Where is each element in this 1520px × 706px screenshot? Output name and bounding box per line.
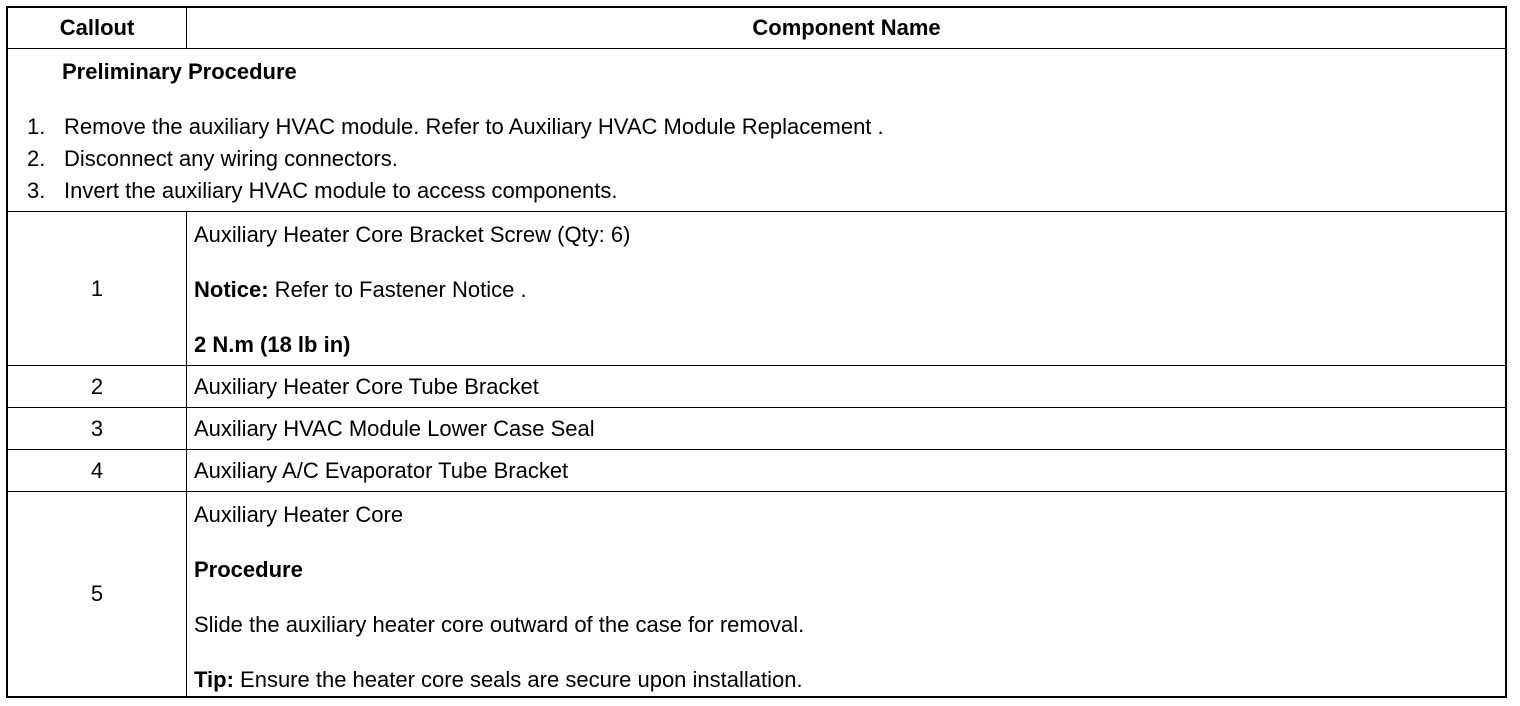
table-row: [8, 450, 1505, 492]
preliminary-step: [27, 114, 884, 140]
component-cell: [188, 212, 1505, 365]
step-number: 1.: [27, 114, 46, 139]
callout-number: 3: [8, 408, 187, 449]
preliminary-step: [27, 146, 398, 172]
tip-text: Ensure the heater core seals are secure upon installation.: [233, 667, 803, 692]
callout-number: 1: [8, 212, 187, 365]
components-table: [6, 6, 1507, 698]
procedure-title: Procedure: [194, 557, 303, 582]
tip-label: Tip:: [194, 667, 234, 692]
step-text: Remove the auxiliary HVAC module. Refer to Auxiliary HVAC Module Replacement .: [64, 114, 884, 139]
step-number: 3.: [27, 178, 46, 203]
preliminary-step: [27, 178, 618, 204]
step-text: Disconnect any wiring connectors.: [64, 146, 398, 171]
preliminary-procedure-row: [8, 49, 1505, 212]
component-name: Auxiliary Heater Core Tube Bracket: [194, 373, 539, 399]
component-name: Auxiliary Heater Core Bracket Screw (Qty: 6): [194, 222, 631, 247]
callout-header: Callout: [8, 8, 187, 48]
procedure-text: Slide the auxiliary heater core outward of the case for removal.: [194, 612, 805, 637]
torque-spec: 2 N.m (18 lb in): [194, 332, 351, 357]
component-name: Auxiliary A/C Evaporator Tube Bracket: [194, 457, 569, 483]
component-name: Auxiliary HVAC Module Lower Case Seal: [194, 415, 595, 441]
step-number: 2.: [27, 146, 46, 171]
step-text: Invert the auxiliary HVAC module to access components.: [64, 178, 618, 203]
callout-number: 2: [8, 366, 187, 407]
table-row: [8, 492, 1505, 696]
callout-number: 5: [8, 492, 187, 696]
tip-line: [194, 667, 803, 693]
notice-label: Notice:: [194, 277, 269, 302]
component-name: Auxiliary Heater Core: [194, 502, 404, 527]
table-row: [8, 408, 1505, 450]
notice-line: [194, 277, 527, 303]
table-header-row: [8, 8, 1505, 49]
notice-text: Refer to Fastener Notice .: [268, 277, 527, 302]
component-cell: [188, 492, 1505, 696]
preliminary-procedure-title: Preliminary Procedure: [62, 59, 297, 84]
table-row: [8, 212, 1505, 366]
component-name-header: Component Name: [752, 15, 941, 40]
callout-number: 4: [8, 450, 187, 491]
table-row: [8, 366, 1505, 408]
